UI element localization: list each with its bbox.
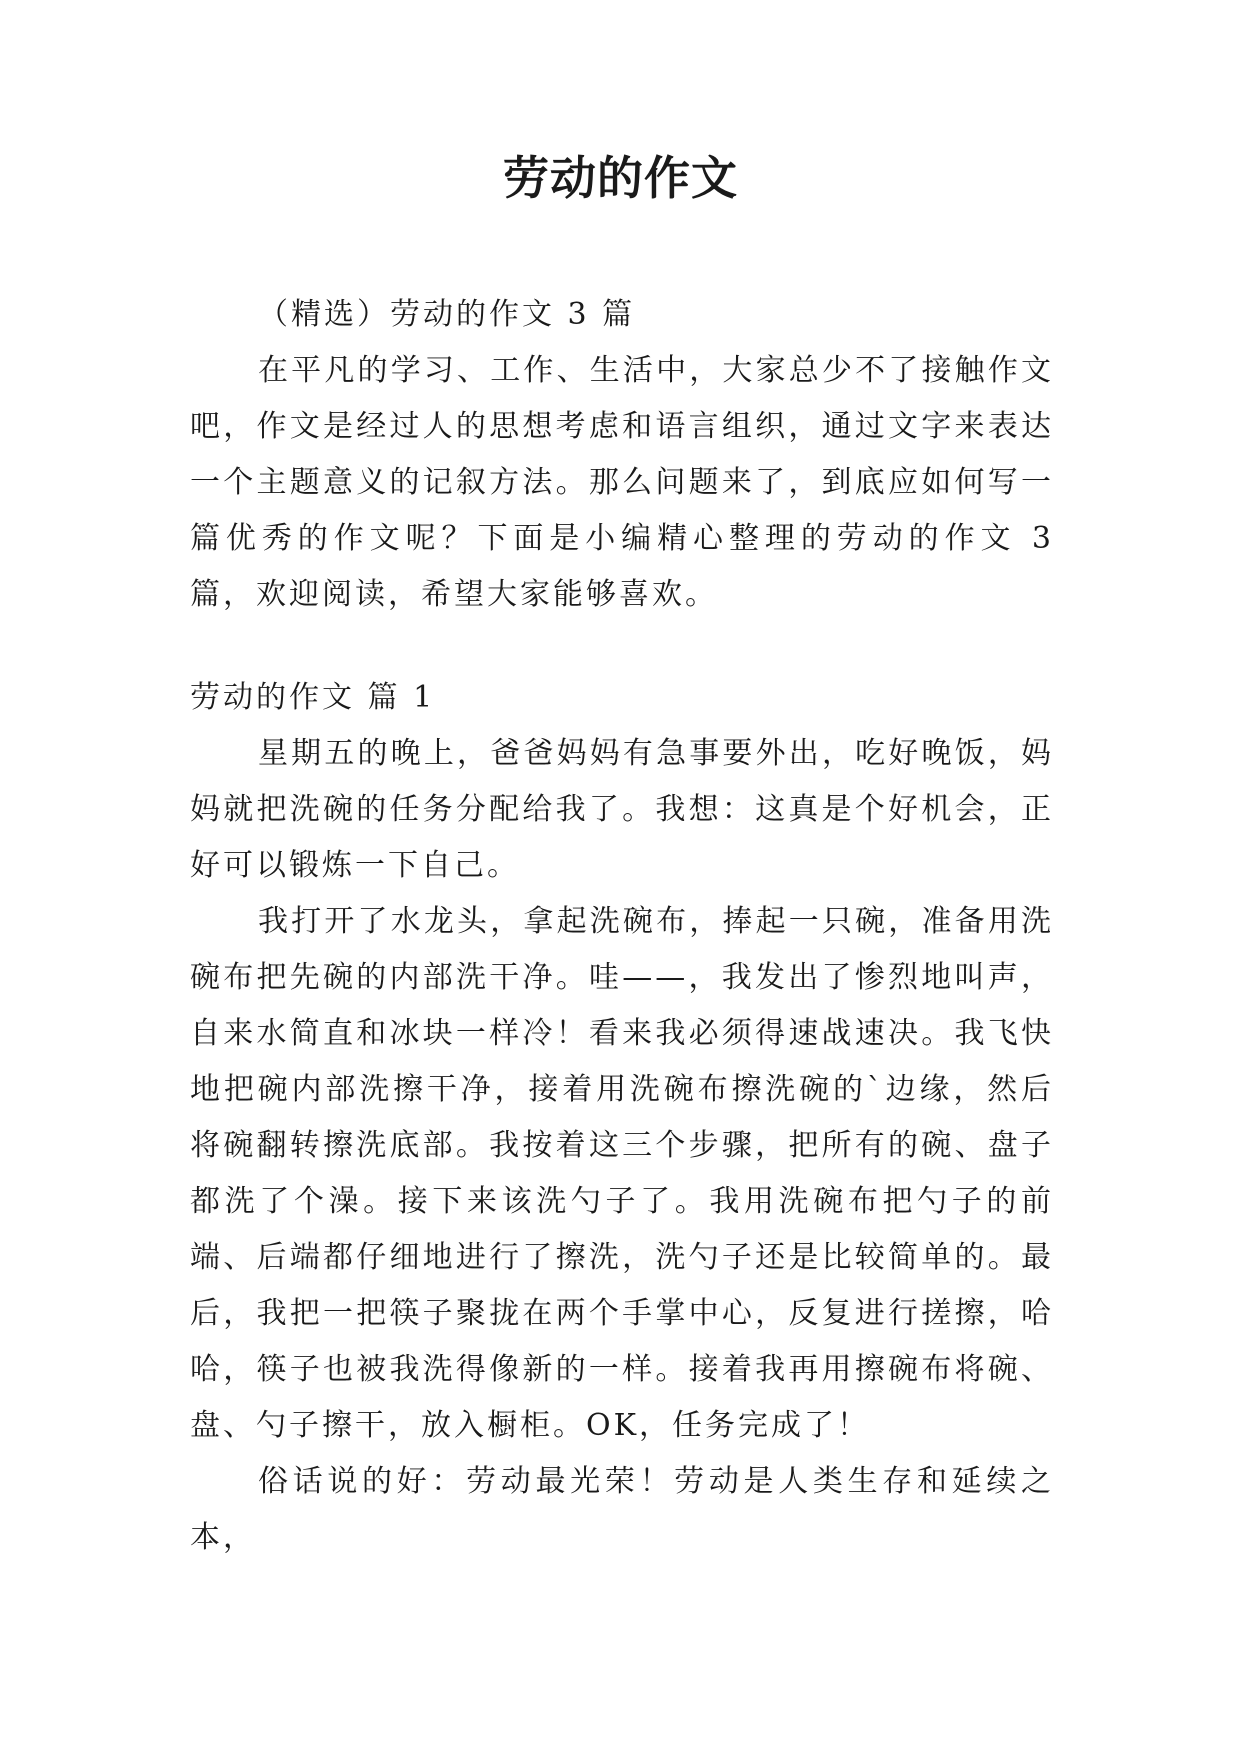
section-spacer (190, 623, 1054, 670)
document-body (190, 287, 1054, 1566)
body-paragraph: 俗话说的好：劳动最光荣！劳动是人类生存和延续之本， (190, 1464, 1054, 1555)
document-title: 劳动的作文 (503, 151, 738, 205)
intro-paragraph: 在平凡的学习、工作、生活中，大家总少不了接触作文吧，作文是经过人的思想考虑和语言组织，通过文字来表达一个主题意义的记叙方法。那么问题来了，到底应如何写一篇优秀的作文呢？下面是小编精心整理的劳动的作文 3 篇，欢迎阅读，希望大家能够喜欢。 (190, 353, 1054, 612)
subtitle-line: （精选）劳动的作文 3 篇 (258, 297, 636, 332)
body-paragraph: 我打开了水龙头，拿起洗碗布，捧起一只碗，准备用洗碗布把先碗的内部洗干净。哇——，我发出了惨烈地叫声，自来水简直和冰块一样冷！看来我必须得速战速决。我飞快地把碗内部洗擦干净，接着用洗碗布擦洗碗的`边缘，然后将碗翻转擦洗底部。我按着这三个步骤，把所有的碗、盘子都洗了个澡。接下来该洗勺子了。我用洗碗布把勺子的前端、后端都仔细地进行了擦洗，洗勺子还是比较简单的。最后，我把一把筷子聚拢在两个手掌中心，反复进行搓擦，哈哈，筷子也被我洗得像新的一样。接着我再用擦碗布将碗、盘、勺子擦干，放入橱柜。OK，任务完成了！ (190, 904, 1054, 1443)
section-heading: 劳动的作文 篇 1 (190, 680, 436, 715)
body-paragraph: 星期五的晚上，爸爸妈妈有急事要外出，吃好晚饭，妈妈就把洗碗的任务分配给我了。我想：这真是个好机会，正好可以锻炼一下自己。 (190, 736, 1054, 883)
